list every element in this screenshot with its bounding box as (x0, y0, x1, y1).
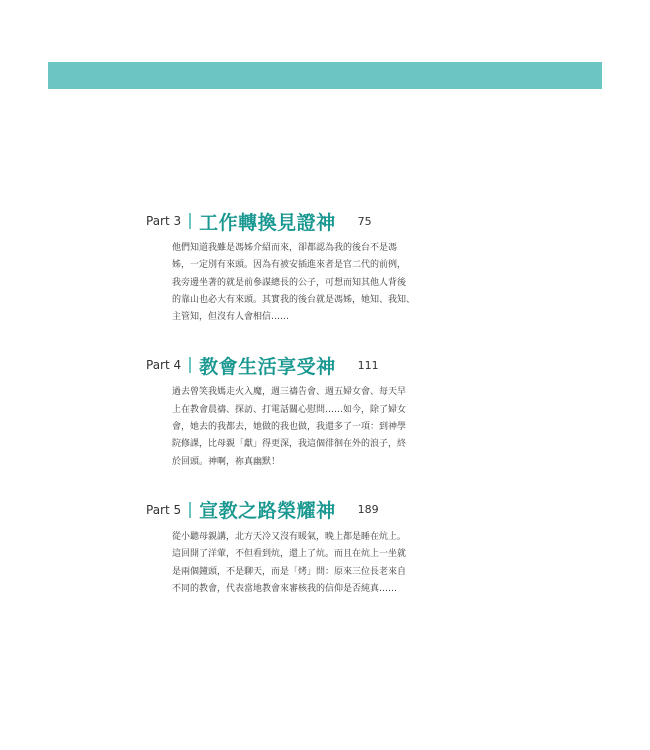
excerpt-line: 我旁邊坐著的就是前參謀總長的公子，可想而知其他人背後 (172, 277, 407, 288)
excerpt-line: 上在教會晨禱、探訪、打電話關心慰問……如今，除了婦女 (172, 404, 407, 415)
excerpt-line: 姊，一定別有來頭。因為有被安插進來者是官二代的前例， (172, 260, 407, 271)
toc-entry-part-3[interactable] (146, 206, 466, 326)
separator-bar (189, 213, 191, 229)
excerpt-line: 是兩個鐘頭，不是聊天，而是「烤」問：原來三位長老來自 (172, 566, 407, 577)
excerpt-line: 於回頭。神啊，祢真幽默！ (172, 456, 281, 467)
part-title[interactable]: 宣教之路榮耀神 (199, 500, 336, 523)
header-color-band (48, 62, 602, 89)
separator-bar (189, 502, 191, 518)
excerpt-line: 不同的教會，代表當地教會來審核我的信仰是否純真…… (172, 583, 398, 594)
page-number: 111 (357, 358, 379, 372)
part-excerpt (172, 529, 464, 598)
part-excerpt (172, 240, 464, 326)
part-title[interactable]: 教會生活享受神 (199, 355, 336, 378)
toc-entry-header (146, 350, 466, 380)
excerpt-line: 他們知道我雖是馮姊介紹而來，卻都認為我的後台不是馮 (172, 243, 398, 253)
part-label: Part 3 (146, 214, 182, 228)
page-number: 75 (357, 214, 372, 228)
part-excerpt (172, 384, 464, 470)
toc-entry-header (146, 495, 466, 525)
toc-entry-header (146, 206, 466, 236)
page-number: 189 (357, 503, 379, 517)
separator-bar (189, 357, 191, 373)
excerpt-line: 過去曾笑我媽走火入魔，週三禱告會、週五婦女會、每天早 (172, 387, 407, 398)
part-label: Part 5 (146, 502, 182, 517)
part-label: Part 4 (146, 358, 182, 373)
table-of-contents (146, 206, 466, 622)
toc-entry-part-5[interactable] (146, 495, 466, 598)
excerpt-line: 這回開了洋葷，不但看到炕，還上了炕。而且在炕上一坐就 (172, 549, 407, 560)
excerpt-line: 的靠山也必大有來頭。其實我的後台就是馮姊，她知、我知、 (172, 294, 416, 305)
excerpt-line: 會，她去的我都去，她做的我也做，我還多了一項：到神學 (172, 422, 407, 433)
toc-entry-part-4[interactable] (146, 350, 466, 470)
excerpt-line: 主管知，但沒有人會相信…… (172, 312, 290, 323)
part-title[interactable]: 工作轉換見證神 (199, 211, 336, 234)
excerpt-line: 院修課，比母親「獻」得更深，我這個徘徊在外的浪子，終 (172, 439, 407, 450)
excerpt-line: 從小聽母親講，北方天冷又沒有暖氣，晚上都是睡在炕上。 (172, 531, 407, 542)
